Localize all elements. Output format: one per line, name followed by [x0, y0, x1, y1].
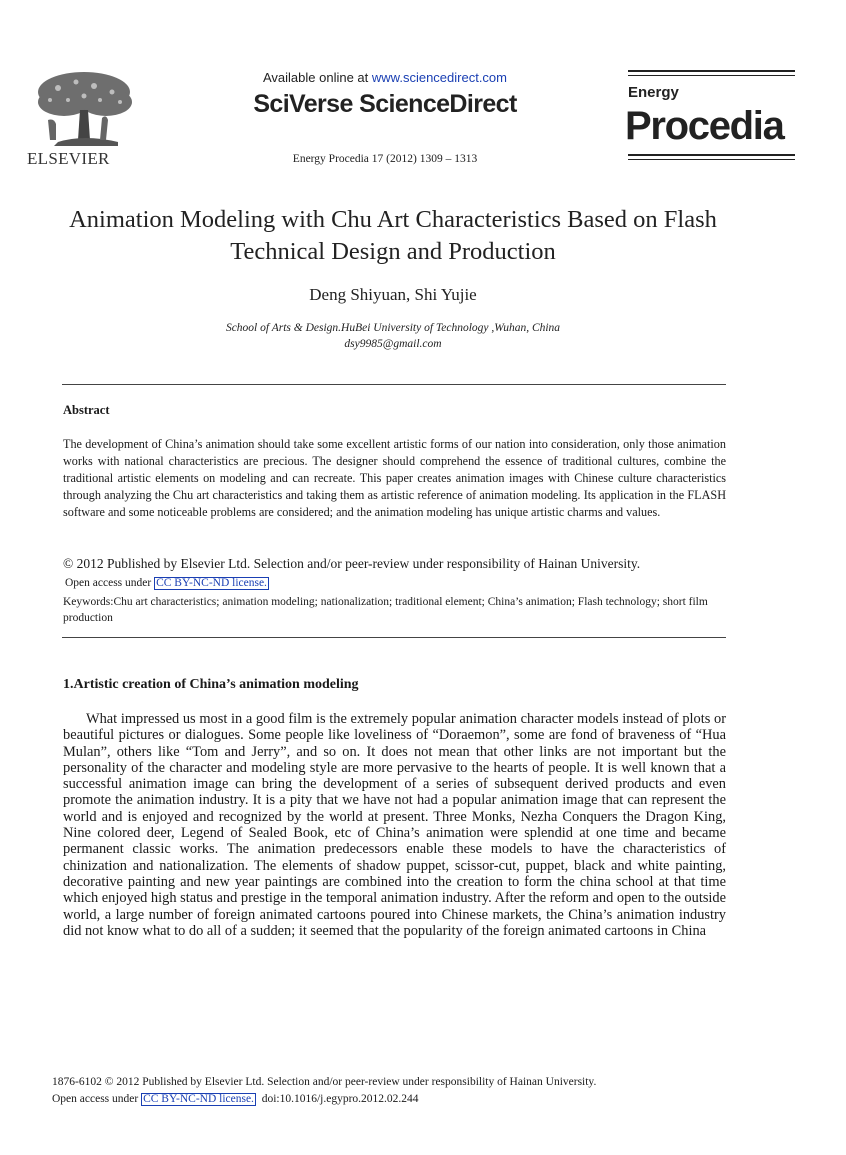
author-affiliation-block [40, 320, 746, 352]
divider [62, 637, 726, 638]
available-prefix: Available online at [262, 70, 372, 85]
section-paragraph: What impressed us most in a good film is the extremely popular animation character models instead of plots or beautiful pictures or dialogues. Some people like loveliness of “Doraemon”, some are fond of braveness of “Hua Mulan”, others like “Tom and Jerry”, and so on. It does not mean that other links are not important but the personality of the character and modeling style are more pervasive to the hearts of people. It is well known that a successful animation image can bring the development of a series of subsequent derived products and even promote the animation industry. It is a pity that we have not had a popular animation image that can represent the world and is enjoyed and recognized by the world at present. Three Monks, Nezha Conquers the Dragon King, Nine colored deer, Legend of Sealed Book, etc of China’s animation were splendid at one time and became permanent classic works. The animation predecessors enable these models to have the characteristics of chinization and nationalization. The elements of shadow puppet, scissor-cut, puppet, black and white painting, decorative painting and new year paintings are combined into the creation to form the china school at that time which enjoyed high status and prestige in the temporal animation industry. After the reform and open to the outside world, a large number of foreign animated cartoons poured into Chinese markets, the China’s animation industry did not know what to do all of a sudden; it seemed that the popularity of the foreign animated cartoons in China [63, 711, 726, 939]
copyright-line: © 2012 Published by Elsevier Ltd. Selection and/or peer-review under responsibility of Hainan University. [63, 556, 641, 571]
author-email: dsy9985@gmail.com [344, 338, 442, 350]
footer-open-access-prefix: Open access under [52, 1093, 142, 1105]
footer-open-access-line [52, 1093, 419, 1106]
article-authors: Deng Shiyuan, Shi Yujie [309, 285, 477, 304]
affiliation: School of Arts & Design.HuBei University of Technology ,Wuhan, China [225, 322, 561, 334]
abstract-heading: Abstract [63, 403, 110, 417]
journal-logo-rule-bottom [628, 154, 795, 156]
footer-copyright: 1876-6102 © 2012 Published by Elsevier Ltd. Selection and/or peer-review under responsibility of Hainan University. [52, 1076, 597, 1088]
publisher-logo-text: ELSEVIER [27, 149, 110, 168]
platform-logo-text: SciVerse ScienceDirect [253, 90, 517, 118]
journal-logo-rule-top-thin [628, 75, 795, 76]
doi: doi:10.1016/j.egypro.2012.02.244 [261, 1093, 419, 1105]
journal-logo-rule-top [628, 70, 795, 72]
footer-license-link[interactable]: CC BY-NC-ND license. [143, 1093, 254, 1105]
journal-reference: Energy Procedia 17 (2012) 1309 – 1313 [292, 153, 478, 165]
sciencedirect-link[interactable]: www.sciencedirect.com [371, 70, 507, 85]
available-online-line [0, 70, 770, 85]
open-access-line [65, 577, 269, 590]
journal-logo-line1: Energy [628, 84, 679, 101]
section-heading: 1.Artistic creation of China’s animation modeling [63, 677, 359, 692]
license-link[interactable]: CC BY-NC-ND license. [156, 577, 267, 589]
abstract-text: The development of China’s animation should take some excellent artistic forms of our nation into consideration, only those animation works with national characteristics are precious. The designer should comprehend the essence of traditional cultures, combine the traditional artistic elements on modeling and can recreate. This paper creates animation images with Chinese culture characteristics through analyzing the Chu art characteristics and taking them as artistic reference of animation modeling. Its application in the FLASH software and some noticeable problems are considered; and the animation modeling has unique artistic charms and values. [63, 437, 726, 519]
journal-logo-line2: Procedia [625, 104, 784, 148]
keywords: Keywords:Chu art characteristics; animation modeling; nationalization; traditional element; China’s animation; Flash technology; short film production [63, 596, 708, 624]
divider [62, 384, 726, 385]
article-title: Animation Modeling with Chu Art Characteristics Based on Flash Technical Design and Production [69, 206, 717, 265]
journal-logo-rule-bottom-thin [628, 159, 795, 160]
open-access-prefix: Open access under [65, 577, 155, 589]
